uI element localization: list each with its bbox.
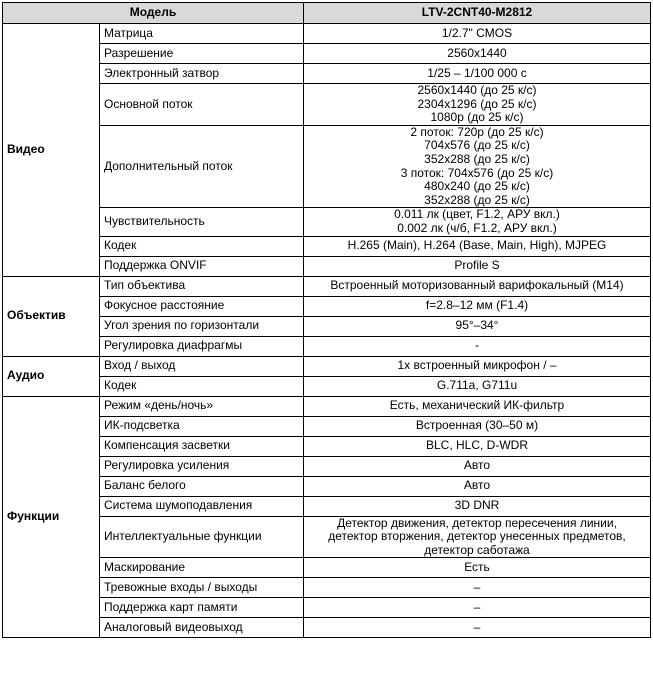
spec-row (3, 236, 651, 256)
header-model-value: LTV-2CNT40-M2812 (304, 3, 651, 24)
spec-table (2, 2, 651, 638)
value-line: BLC, HLC, D-WDR (425, 438, 528, 453)
param-label: Угол зрения по горизонтали (100, 316, 304, 336)
param-label: Вход / выход (100, 356, 304, 376)
param-value (304, 356, 651, 376)
param-value (304, 598, 651, 618)
spec-row (3, 598, 651, 618)
value-line: 3D DNR (454, 498, 500, 513)
spec-row (3, 396, 651, 416)
param-label: Кодек (100, 236, 304, 256)
spec-row (3, 516, 651, 558)
spec-row (3, 436, 651, 456)
param-label: Тревожные входы / выходы (100, 578, 304, 598)
value-line: Есть (464, 560, 490, 575)
value-line: – (473, 620, 481, 635)
spec-row (3, 24, 651, 44)
value-line: 0.011 лк (цвет, F1.2, АРУ вкл.) (394, 207, 560, 222)
value-line: детектор саботажа (424, 542, 530, 557)
param-label: Чувствительность (100, 208, 304, 236)
spec-row (3, 558, 651, 578)
param-label: Маскирование (100, 558, 304, 578)
spec-row (3, 84, 651, 126)
value-line: 3 поток: 704x576 (до 25 к/с) (400, 165, 554, 180)
spec-row (3, 356, 651, 376)
param-value (304, 558, 651, 578)
value-line: Авто (463, 478, 491, 493)
param-value (304, 276, 651, 296)
param-label: Поддержка карт памяти (100, 598, 304, 618)
param-label: Дополнительный поток (100, 125, 304, 208)
value-line: детектор вторжения, детектор унесенных предметов, (328, 529, 626, 544)
param-value (304, 436, 651, 456)
param-label: Регулировка диафрагмы (100, 336, 304, 356)
param-label: Режим «день/ночь» (100, 396, 304, 416)
value-line: 1/25 – 1/100 000 с (427, 65, 527, 80)
spec-row (3, 336, 651, 356)
spec-row (3, 456, 651, 476)
param-label: Кодек (100, 376, 304, 396)
param-value (304, 296, 651, 316)
param-label: Матрица (100, 24, 304, 44)
spec-row (3, 276, 651, 296)
spec-row (3, 64, 651, 84)
value-line: 352x288 (до 25 к/с) (424, 192, 530, 207)
value-line: - (475, 338, 479, 353)
header-row (3, 3, 651, 24)
spec-row (3, 296, 651, 316)
value-line: 1/2.7" CMOS (441, 25, 513, 40)
param-value (304, 125, 651, 208)
value-line: 352x288 (до 25 к/с) (424, 151, 530, 166)
param-label: Интеллектуальные функции (100, 516, 304, 558)
value-line: 1080p (до 25 к/с) (430, 110, 524, 125)
value-line: 2 поток: 720p (до 25 к/с) (410, 125, 544, 139)
spec-row (3, 496, 651, 516)
value-line: 480x240 (до 25 к/с) (424, 179, 530, 194)
value-line: – (473, 580, 481, 595)
param-value (304, 476, 651, 496)
value-line: Встроенный моторизованный варифокальный (М14) (330, 278, 624, 293)
value-line: – (473, 600, 481, 615)
group-label: Аудио (3, 356, 100, 396)
spec-row (3, 376, 651, 396)
param-label: Регулировка усиления (100, 456, 304, 476)
param-value (304, 208, 651, 236)
param-value (304, 336, 651, 356)
param-label: Аналоговый видеовыход (100, 618, 304, 638)
value-line: 1х встроенный микрофон / – (397, 358, 557, 373)
param-value (304, 256, 651, 276)
param-value (304, 236, 651, 256)
group-label: Объектив (3, 276, 100, 356)
param-value (304, 496, 651, 516)
value-line: 704x576 (до 25 к/с) (424, 138, 530, 153)
param-value (304, 84, 651, 126)
param-value (304, 456, 651, 476)
spec-row (3, 256, 651, 276)
param-value (304, 578, 651, 598)
param-label: Компенсация засветки (100, 436, 304, 456)
value-line: 2304x1296 (до 25 к/с) (417, 96, 537, 111)
param-label: ИК-подсветка (100, 416, 304, 436)
header-model-label: Модель (3, 3, 304, 24)
spec-row (3, 44, 651, 64)
value-line: 2560x1440 (447, 45, 507, 60)
group-label: Функции (3, 396, 100, 638)
group-label: Видео (3, 24, 100, 277)
param-value (304, 64, 651, 84)
param-value (304, 24, 651, 44)
value-line: 2560x1440 (до 25 к/с) (417, 83, 537, 97)
param-label: Баланс белого (100, 476, 304, 496)
value-line: Есть, механический ИК-фильтр (389, 398, 565, 413)
param-label: Система шумоподавления (100, 496, 304, 516)
value-line: 0.002 лк (ч/б, F1.2, АРУ вкл.) (397, 220, 557, 235)
spec-row (3, 416, 651, 436)
param-value (304, 316, 651, 336)
param-value (304, 516, 651, 558)
spec-row (3, 476, 651, 496)
param-label: Тип объектива (100, 276, 304, 296)
value-line: 95°–34° (455, 318, 499, 333)
spec-row (3, 316, 651, 336)
spec-row (3, 578, 651, 598)
param-value (304, 44, 651, 64)
param-label: Поддержка ONVIF (100, 256, 304, 276)
param-label: Фокусное расстояние (100, 296, 304, 316)
value-line: Profile S (454, 258, 500, 273)
param-label: Основной поток (100, 84, 304, 126)
spec-row (3, 125, 651, 208)
value-line: f=2.8–12 мм (F1.4) (425, 298, 529, 313)
spec-row (3, 618, 651, 638)
spec-row (3, 208, 651, 236)
value-line: Встроенная (30–50 м) (415, 418, 539, 433)
value-line: H.265 (Main), H.264 (Base, Main, High), MJPEG (347, 238, 607, 253)
param-value (304, 376, 651, 396)
value-line: Детектор движения, детектор пересечения линии, (337, 516, 617, 530)
param-value (304, 618, 651, 638)
param-value (304, 416, 651, 436)
param-value (304, 396, 651, 416)
param-label: Электронный затвор (100, 64, 304, 84)
value-line: Авто (463, 458, 491, 473)
param-label: Разрешение (100, 44, 304, 64)
spec-body (3, 24, 651, 638)
value-line: G.711a, G711u (436, 378, 518, 393)
